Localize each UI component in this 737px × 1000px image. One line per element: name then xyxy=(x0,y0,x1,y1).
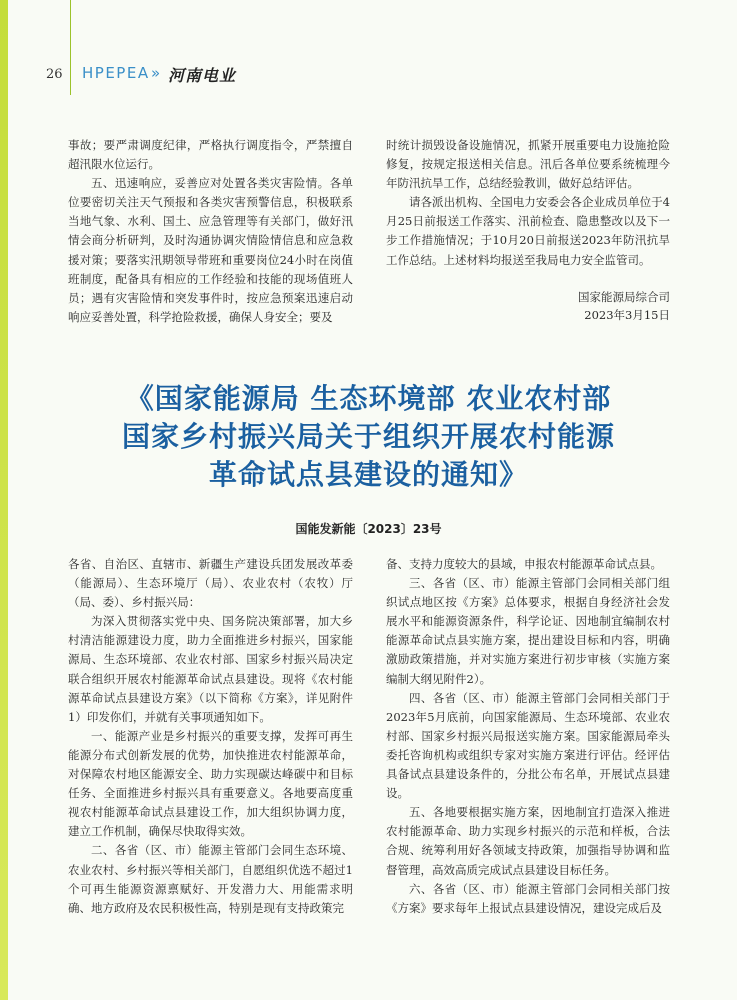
notice-title xyxy=(0,380,737,494)
title-line: 国家乡村振兴局关于组织开展农村能源 xyxy=(121,420,615,453)
paragraph: 事故；要严肃调度纪律，严格执行调度指令，严禁擅自超汛限水位运行。 xyxy=(68,138,353,172)
signature-org: 国家能源局综合司 xyxy=(578,290,670,304)
paragraph: 各省、自治区、直辖市、新疆生产建设兵团发展改革委（能源局）、生态环境厅（局）、农业农村（农牧）厅（局、委）、乡村振兴局： xyxy=(68,557,353,610)
top-left-column xyxy=(68,136,353,327)
paragraph: 二、各省（区、市）能源主管部门会同生态环境、农业农村、乡村振兴等相关部门，自愿组织优选不超过1个可再生能源资源禀赋好、开发潜力大、用能需求明确、地方政府及农民积极性高，特别是现有支持政策完 xyxy=(68,843,353,915)
title-line: 革命试点县建设的通知》 xyxy=(208,458,528,491)
document-number: 国能发新能〔2023〕23号 xyxy=(295,522,442,536)
paragraph: 六、各省（区、市）能源主管部门会同相关部门按《方案》要求每年上报试点县建设情况，建设完成后及 xyxy=(386,881,670,915)
top-right-column xyxy=(386,136,670,270)
page-number: 26 xyxy=(46,67,63,82)
bottom-left-column xyxy=(68,555,353,918)
side-color-bar xyxy=(0,0,8,1000)
paragraph: 备、支持力度较大的县域，申报农村能源革命试点县。 xyxy=(386,557,662,571)
signature-date: 2023年3月15日 xyxy=(584,308,670,322)
paragraph: 五、各地要根据实施方案，因地制宜打造深入推进农村能源革命、助力实现乡村振兴的示范和样板，合法合规、统筹利用好各领域支持政策，加强指导协调和监督管理，高效高质完成试点县建设目标任务。 xyxy=(386,805,670,877)
brand-logo-en: HPEPEA xyxy=(82,64,150,82)
paragraph: 五、迅速响应，妥善应对处置各类灾害险情。各单位要密切关注天气预报和各类灾害预警信息，积极联系当地气象、水利、国土、应急管理等有关部门，做好汛情会商分析研判，及时沟通协调灾情险情信息和应急救援对策；要落实汛期领导带班和重要岗位24小时在岗值班制度，配备具有相应的工作经验和技能的现场值班人员；遇有灾害险情和突发事件时，按应急预案迅速启动响应妥善处置，科学抢险救援，确保人身安全；要及 xyxy=(68,176,353,324)
paragraph: 三、各省（区、市）能源主管部门会同相关部门组织试点地区按《方案》总体要求，根据自身经济社会发展水平和能源资源条件，科学论证、因地制宜编制农村能源革命试点县实施方案，提出建设目标和内容，明确激励政策措施，并对实施方案进行初步审核（实施方案编制大纲见附件2）。 xyxy=(386,576,670,686)
chevron-icon: » xyxy=(151,64,161,82)
header-divider xyxy=(70,0,71,95)
bottom-right-column xyxy=(386,555,670,918)
paragraph: 为深入贯彻落实党中央、国务院决策部署，加大乡村清洁能源建设力度，助力全面推进乡村振兴，国家能源局、生态环境部、农业农村部、国家乡村振兴局决定联合组织开展农村能源革命试点县建设。现将《农村能源革命试点县建设方案》（以下简称《方案》，详见附件1）印发你们，并就有关事项通知如下。 xyxy=(68,614,353,724)
title-line: 《国家能源局 生态环境部 农业农村部 xyxy=(125,382,612,415)
paragraph: 一、能源产业是乡村振兴的重要支撑，发挥可再生能源分布式创新发展的优势，加快推进农村能源革命，对保障农村地区能源安全、助力实现碳达峰碳中和目标任务、全面推进乡村振兴具有重要意义。各地要高度重视农村能源革命试点县建设工作，加大组织协调力度，建立工作机制，确保尽快取得实效。 xyxy=(68,728,353,839)
paragraph: 请各派出机构、全国电力安委会各企业成员单位于4月25日前报送工作落实、汛前检查、隐患整改以及下一步工作措施情况；于10月20日前报送2023年防汛抗旱工作总结。上述材料均报送至我局电力安全监管司。 xyxy=(386,195,670,267)
brand-logo-cn: 河南电业 xyxy=(168,66,237,85)
paragraph: 四、各省（区、市）能源主管部门会同相关部门于2023年5月底前，向国家能源局、生态环境部、农业农村部、国家乡村振兴局报送实施方案。国家能源局牵头委托咨询机构或组织专家对实施方案进行评估。经评估具备试点县建设条件的，分批公布名单，开展试点县建设。 xyxy=(386,690,670,801)
paragraph: 时统计损毁设备设施情况，抓紧开展重要电力设施抢险修复，按规定报送相关信息。汛后各单位要系统梳理今年防汛抗旱工作，总结经验教训，做好总结评估。 xyxy=(386,138,670,191)
